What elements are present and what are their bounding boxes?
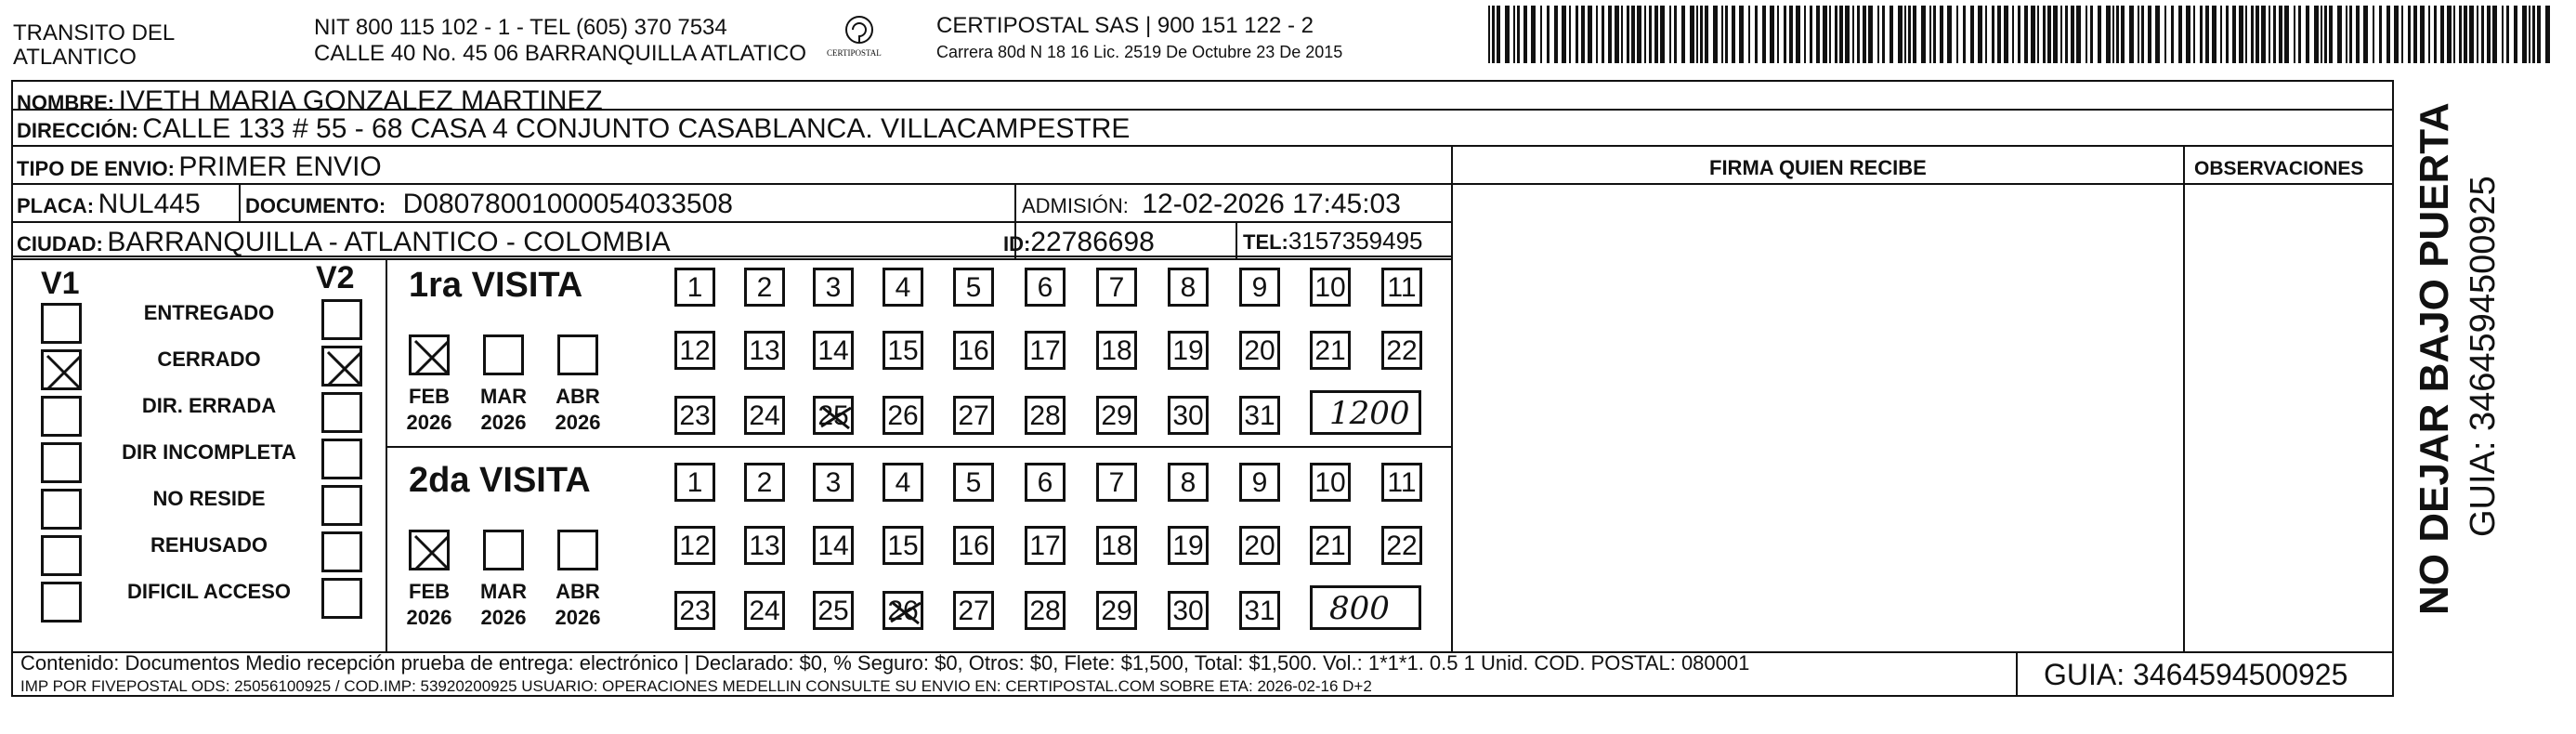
status-v2-checkbox[interactable] xyxy=(321,531,362,572)
org-name-line2: ATLANTICO xyxy=(13,45,137,70)
day-box[interactable] xyxy=(813,331,854,370)
day-number: 31 xyxy=(1244,400,1275,431)
month-label: MAR xyxy=(479,580,528,603)
day-number: 12 xyxy=(679,335,711,366)
day-box[interactable] xyxy=(1025,526,1066,565)
day-number: 11 xyxy=(1387,272,1417,303)
v2-label: V2 xyxy=(316,260,355,295)
year-label: 2026 xyxy=(480,606,527,629)
day-number: 1 xyxy=(686,467,703,498)
day-box[interactable] xyxy=(1168,591,1209,630)
day-box[interactable] xyxy=(1025,396,1066,435)
direccion-value: CALLE 133 # 55 - 68 CASA 4 CONJUNTO CASABLANCA. VILLACAMPESTRE xyxy=(142,113,1131,144)
status-v1-checkbox[interactable] xyxy=(41,535,82,576)
day-number: 2 xyxy=(756,272,773,303)
status-v1-checkbox[interactable] xyxy=(41,303,82,344)
day-box[interactable] xyxy=(883,268,923,307)
day-box[interactable] xyxy=(1239,526,1280,565)
day-number: 28 xyxy=(1029,596,1061,626)
tel-row: TEL:3157359495 xyxy=(1243,227,1423,255)
day-box[interactable] xyxy=(1239,396,1280,435)
day-number: 30 xyxy=(1172,596,1204,626)
day-box[interactable] xyxy=(883,396,923,435)
day-box[interactable] xyxy=(1310,331,1351,370)
month-checkbox-abr[interactable] xyxy=(557,530,598,570)
day-number: 21 xyxy=(1314,335,1346,366)
day-number: 10 xyxy=(1314,272,1346,303)
day-box[interactable] xyxy=(813,268,854,307)
day-box[interactable] xyxy=(1096,331,1137,370)
day-box[interactable] xyxy=(744,526,785,565)
tipo-envio-row: TIPO DE ENVIO: PRIMER ENVIO xyxy=(17,151,382,182)
day-box[interactable] xyxy=(813,463,854,502)
month-checkbox-mar[interactable] xyxy=(483,334,524,375)
day-number: 20 xyxy=(1244,531,1275,561)
status-v2-checkbox[interactable] xyxy=(321,578,362,619)
day-number: 28 xyxy=(1029,400,1061,431)
day-number: 9 xyxy=(1251,272,1268,303)
day-number: 2 xyxy=(756,467,773,498)
day-number: 9 xyxy=(1251,467,1268,498)
day-box[interactable] xyxy=(1096,268,1137,307)
day-box[interactable] xyxy=(1239,463,1280,502)
day-number: 23 xyxy=(679,400,711,431)
ciudad-row: CIUDAD: BARRANQUILLA - ATLANTICO - COLOMBIA xyxy=(17,227,671,257)
handwritten-note: 800 xyxy=(1329,590,1390,627)
day-number: 27 xyxy=(958,596,989,626)
day-number: 31 xyxy=(1244,596,1275,626)
documento-value: D08078001000054033508 xyxy=(402,189,733,219)
month-checkbox-feb[interactable] xyxy=(409,334,450,375)
day-number: 13 xyxy=(749,335,780,366)
month-label: MAR xyxy=(479,385,528,408)
day-number: 10 xyxy=(1314,467,1346,498)
day-number: 26 xyxy=(887,400,919,431)
day-number: 17 xyxy=(1029,335,1061,366)
day-box[interactable] xyxy=(1168,526,1209,565)
day-number: 6 xyxy=(1037,272,1053,303)
status-option-label: NO RESIDE xyxy=(152,487,266,510)
day-number: 5 xyxy=(965,272,982,303)
day-box[interactable] xyxy=(1096,396,1137,435)
side-guia: GUIA: 3464594500925 xyxy=(2464,176,2503,537)
day-box[interactable] xyxy=(1168,396,1209,435)
year-label: 2026 xyxy=(406,606,452,629)
day-number: 22 xyxy=(1386,531,1418,561)
day-number: 13 xyxy=(749,531,780,561)
address-line: CALLE 40 No. 45 06 BARRANQUILLA ATLATICO xyxy=(314,41,807,66)
day-number: 8 xyxy=(1180,467,1196,498)
day-number: 25 xyxy=(817,596,849,626)
day-box[interactable] xyxy=(813,526,854,565)
day-number: 18 xyxy=(1101,335,1132,366)
year-label: 2026 xyxy=(480,411,527,434)
day-number: 17 xyxy=(1029,531,1061,561)
day-number: 15 xyxy=(887,531,919,561)
day-number: 3 xyxy=(825,272,842,303)
day-box[interactable] xyxy=(883,463,923,502)
day-box[interactable] xyxy=(1025,591,1066,630)
tipo-envio-value: PRIMER ENVIO xyxy=(178,151,382,182)
month-checkbox-abr[interactable] xyxy=(557,334,598,375)
day-number: 29 xyxy=(1101,400,1132,431)
day-box[interactable] xyxy=(1381,268,1422,307)
status-v2-checkbox[interactable] xyxy=(321,346,362,387)
day-number: 5 xyxy=(965,467,982,498)
day-number: 20 xyxy=(1244,335,1275,366)
day-box[interactable] xyxy=(1025,463,1066,502)
day-box[interactable] xyxy=(953,331,994,370)
day-box[interactable] xyxy=(883,591,923,630)
day-number: 6 xyxy=(1037,467,1053,498)
year-label: 2026 xyxy=(555,411,601,434)
day-number: 16 xyxy=(958,531,989,561)
day-number: 14 xyxy=(817,531,849,561)
day-number: 27 xyxy=(958,400,989,431)
placa-value: NUL445 xyxy=(98,189,201,219)
day-number: 7 xyxy=(1108,467,1125,498)
day-box[interactable] xyxy=(674,526,715,565)
day-number: 15 xyxy=(887,335,919,366)
day-number: 8 xyxy=(1180,272,1196,303)
day-box[interactable] xyxy=(953,268,994,307)
footer-guia: GUIA: 3464594500925 xyxy=(2044,658,2348,691)
month-label: ABR xyxy=(556,580,600,603)
contenido-line: Contenido: Documentos Medio recepción prueba de entrega: electrónico | Declarado: $0, % Seguro: $0, Otros: $0, Flete: $1,500, Total: $1,500. Vol.: 1*1*1. 0.5 1 Unid. COD. POSTAL: 080001 xyxy=(20,651,1750,675)
status-v1-checkbox[interactable] xyxy=(41,396,82,437)
direccion-row: DIRECCIÓN: CALLE 133 # 55 - 68 CASA 4 CONJUNTO CASABLANCA. VILLACAMPESTRE xyxy=(17,113,1131,144)
second-visit-title: 2da VISITA xyxy=(409,461,591,500)
handwritten-box[interactable] xyxy=(1310,585,1421,630)
day-box[interactable] xyxy=(674,396,715,435)
day-box[interactable] xyxy=(1096,526,1137,565)
observaciones-label: OBSERVACIONES xyxy=(2194,158,2364,179)
day-number: 19 xyxy=(1172,335,1204,366)
first-visit-title: 1ra VISITA xyxy=(409,266,583,305)
month-checkbox-mar[interactable] xyxy=(483,530,524,570)
status-v2-checkbox[interactable] xyxy=(321,439,362,479)
day-number: 24 xyxy=(749,596,780,626)
day-box[interactable] xyxy=(1096,463,1137,502)
day-box[interactable] xyxy=(744,463,785,502)
documento-row: DOCUMENTO: D08078001000054033508 xyxy=(245,189,733,219)
imp-line: IMP POR FIVEPOSTAL ODS: 25056100925 / COD.IMP: 53920200925 USUARIO: OPERACIONES MEDELLIN CONSULTE SU ENVIO EN: CERTIPOSTAL.COM SOBRE ETA: 2026-02-16 D+2 xyxy=(20,677,1372,695)
day-box[interactable] xyxy=(1025,268,1066,307)
firma-label: FIRMA QUIEN RECIBE xyxy=(1709,156,1927,179)
status-option-label: REHUSADO xyxy=(150,533,268,557)
month-label: ABR xyxy=(556,385,600,408)
day-number: 24 xyxy=(749,400,780,431)
status-v1-checkbox[interactable] xyxy=(41,582,82,623)
status-v1-checkbox[interactable] xyxy=(41,489,82,530)
month-label: FEB xyxy=(409,385,450,408)
v1-label: V1 xyxy=(41,266,80,301)
nombre-row: NOMBRE: IVETH MARIA GONZALEZ MARTINEZ xyxy=(17,85,603,116)
day-number: 1 xyxy=(686,272,703,303)
day-number: 29 xyxy=(1101,596,1132,626)
status-v2-checkbox[interactable] xyxy=(321,485,362,526)
org-name-line1: TRANSITO DEL xyxy=(13,20,176,46)
month-label: FEB xyxy=(409,580,450,603)
day-box[interactable] xyxy=(883,331,923,370)
day-box[interactable] xyxy=(1096,591,1137,630)
day-box[interactable] xyxy=(744,268,785,307)
day-box[interactable] xyxy=(674,331,715,370)
day-box[interactable] xyxy=(813,591,854,630)
courier-name: CERTIPOSTAL SAS | 900 151 122 - 2 xyxy=(936,13,1314,38)
barcode xyxy=(1488,6,2553,63)
status-option-label: ENTREGADO xyxy=(143,301,275,324)
observaciones-area[interactable] xyxy=(2185,185,2391,649)
status-v1-checkbox[interactable] xyxy=(41,349,82,390)
id-row: ID:22786698 xyxy=(1003,227,1155,257)
status-option-label: DIFICIL ACCESO xyxy=(126,580,291,603)
day-number: 4 xyxy=(895,272,911,303)
day-number: 19 xyxy=(1172,531,1204,561)
day-number: 30 xyxy=(1172,400,1204,431)
day-box[interactable] xyxy=(674,268,715,307)
tel-value: 3157359495 xyxy=(1288,227,1423,255)
status-option-label: CERRADO xyxy=(157,347,261,371)
status-v2-checkbox[interactable] xyxy=(321,299,362,340)
day-box[interactable] xyxy=(1168,268,1209,307)
day-box[interactable] xyxy=(1310,463,1351,502)
day-number: 12 xyxy=(679,531,711,561)
day-box[interactable] xyxy=(1239,331,1280,370)
day-box[interactable] xyxy=(1310,268,1351,307)
day-box[interactable] xyxy=(813,396,854,435)
day-box[interactable] xyxy=(744,331,785,370)
status-option-label: DIR INCOMPLETA xyxy=(122,440,296,464)
day-number: 7 xyxy=(1108,272,1125,303)
day-box[interactable] xyxy=(674,463,715,502)
day-box[interactable] xyxy=(1168,463,1209,502)
ciudad-value: BARRANQUILLA - ATLANTICO - COLOMBIA xyxy=(107,227,671,257)
status-v2-checkbox[interactable] xyxy=(321,392,362,433)
day-number: 18 xyxy=(1101,531,1132,561)
handwritten-box[interactable] xyxy=(1310,390,1421,435)
status-option-label: DIR. ERRADA xyxy=(141,394,277,417)
day-box[interactable] xyxy=(744,591,785,630)
day-box[interactable] xyxy=(953,591,994,630)
year-label: 2026 xyxy=(406,411,452,434)
day-number: 21 xyxy=(1314,531,1346,561)
day-box[interactable] xyxy=(744,396,785,435)
status-v1-checkbox[interactable] xyxy=(41,442,82,483)
day-box[interactable] xyxy=(953,526,994,565)
day-number: 22 xyxy=(1386,335,1418,366)
day-box[interactable] xyxy=(953,463,994,502)
day-number: 26 xyxy=(887,596,919,626)
certipostal-logo: CERTIPOSTAL xyxy=(827,13,892,65)
day-box[interactable] xyxy=(1381,526,1422,565)
day-box[interactable] xyxy=(1239,591,1280,630)
day-box[interactable] xyxy=(883,526,923,565)
day-box[interactable] xyxy=(1381,463,1422,502)
day-number: 23 xyxy=(679,596,711,626)
admision-value: 12-02-2026 17:45:03 xyxy=(1142,189,1401,219)
firma-area[interactable] xyxy=(1453,185,2181,649)
no-dejar-bajo-puerta: NO DEJAR BAJO PUERTA xyxy=(2412,102,2457,615)
day-box[interactable] xyxy=(1239,268,1280,307)
nombre-value: IVETH MARIA GONZALEZ MARTINEZ xyxy=(118,85,603,116)
day-number: 25 xyxy=(817,400,849,431)
day-box[interactable] xyxy=(1310,526,1351,565)
nit-line: NIT 800 115 102 - 1 - TEL (605) 370 7534 xyxy=(314,15,727,40)
day-number: 4 xyxy=(895,467,911,498)
admision-row: ADMISIÓN: 12-02-2026 17:45:03 xyxy=(1022,189,1401,219)
day-box[interactable] xyxy=(674,591,715,630)
day-number: 3 xyxy=(825,467,842,498)
month-checkbox-feb[interactable] xyxy=(409,530,450,570)
day-box[interactable] xyxy=(1025,331,1066,370)
courier-license: Carrera 80d N 18 16 Lic. 2519 De Octubre 23 De 2015 xyxy=(936,43,1343,61)
day-number: 14 xyxy=(817,335,849,366)
day-box[interactable] xyxy=(1168,331,1209,370)
day-number: 16 xyxy=(958,335,989,366)
day-number: 11 xyxy=(1387,467,1417,498)
id-value: 22786698 xyxy=(1030,227,1155,257)
day-box[interactable] xyxy=(1381,331,1422,370)
year-label: 2026 xyxy=(555,606,601,629)
day-box[interactable] xyxy=(953,396,994,435)
handwritten-note: 1200 xyxy=(1329,395,1410,432)
placa-row: PLACA: NUL445 xyxy=(17,189,201,219)
